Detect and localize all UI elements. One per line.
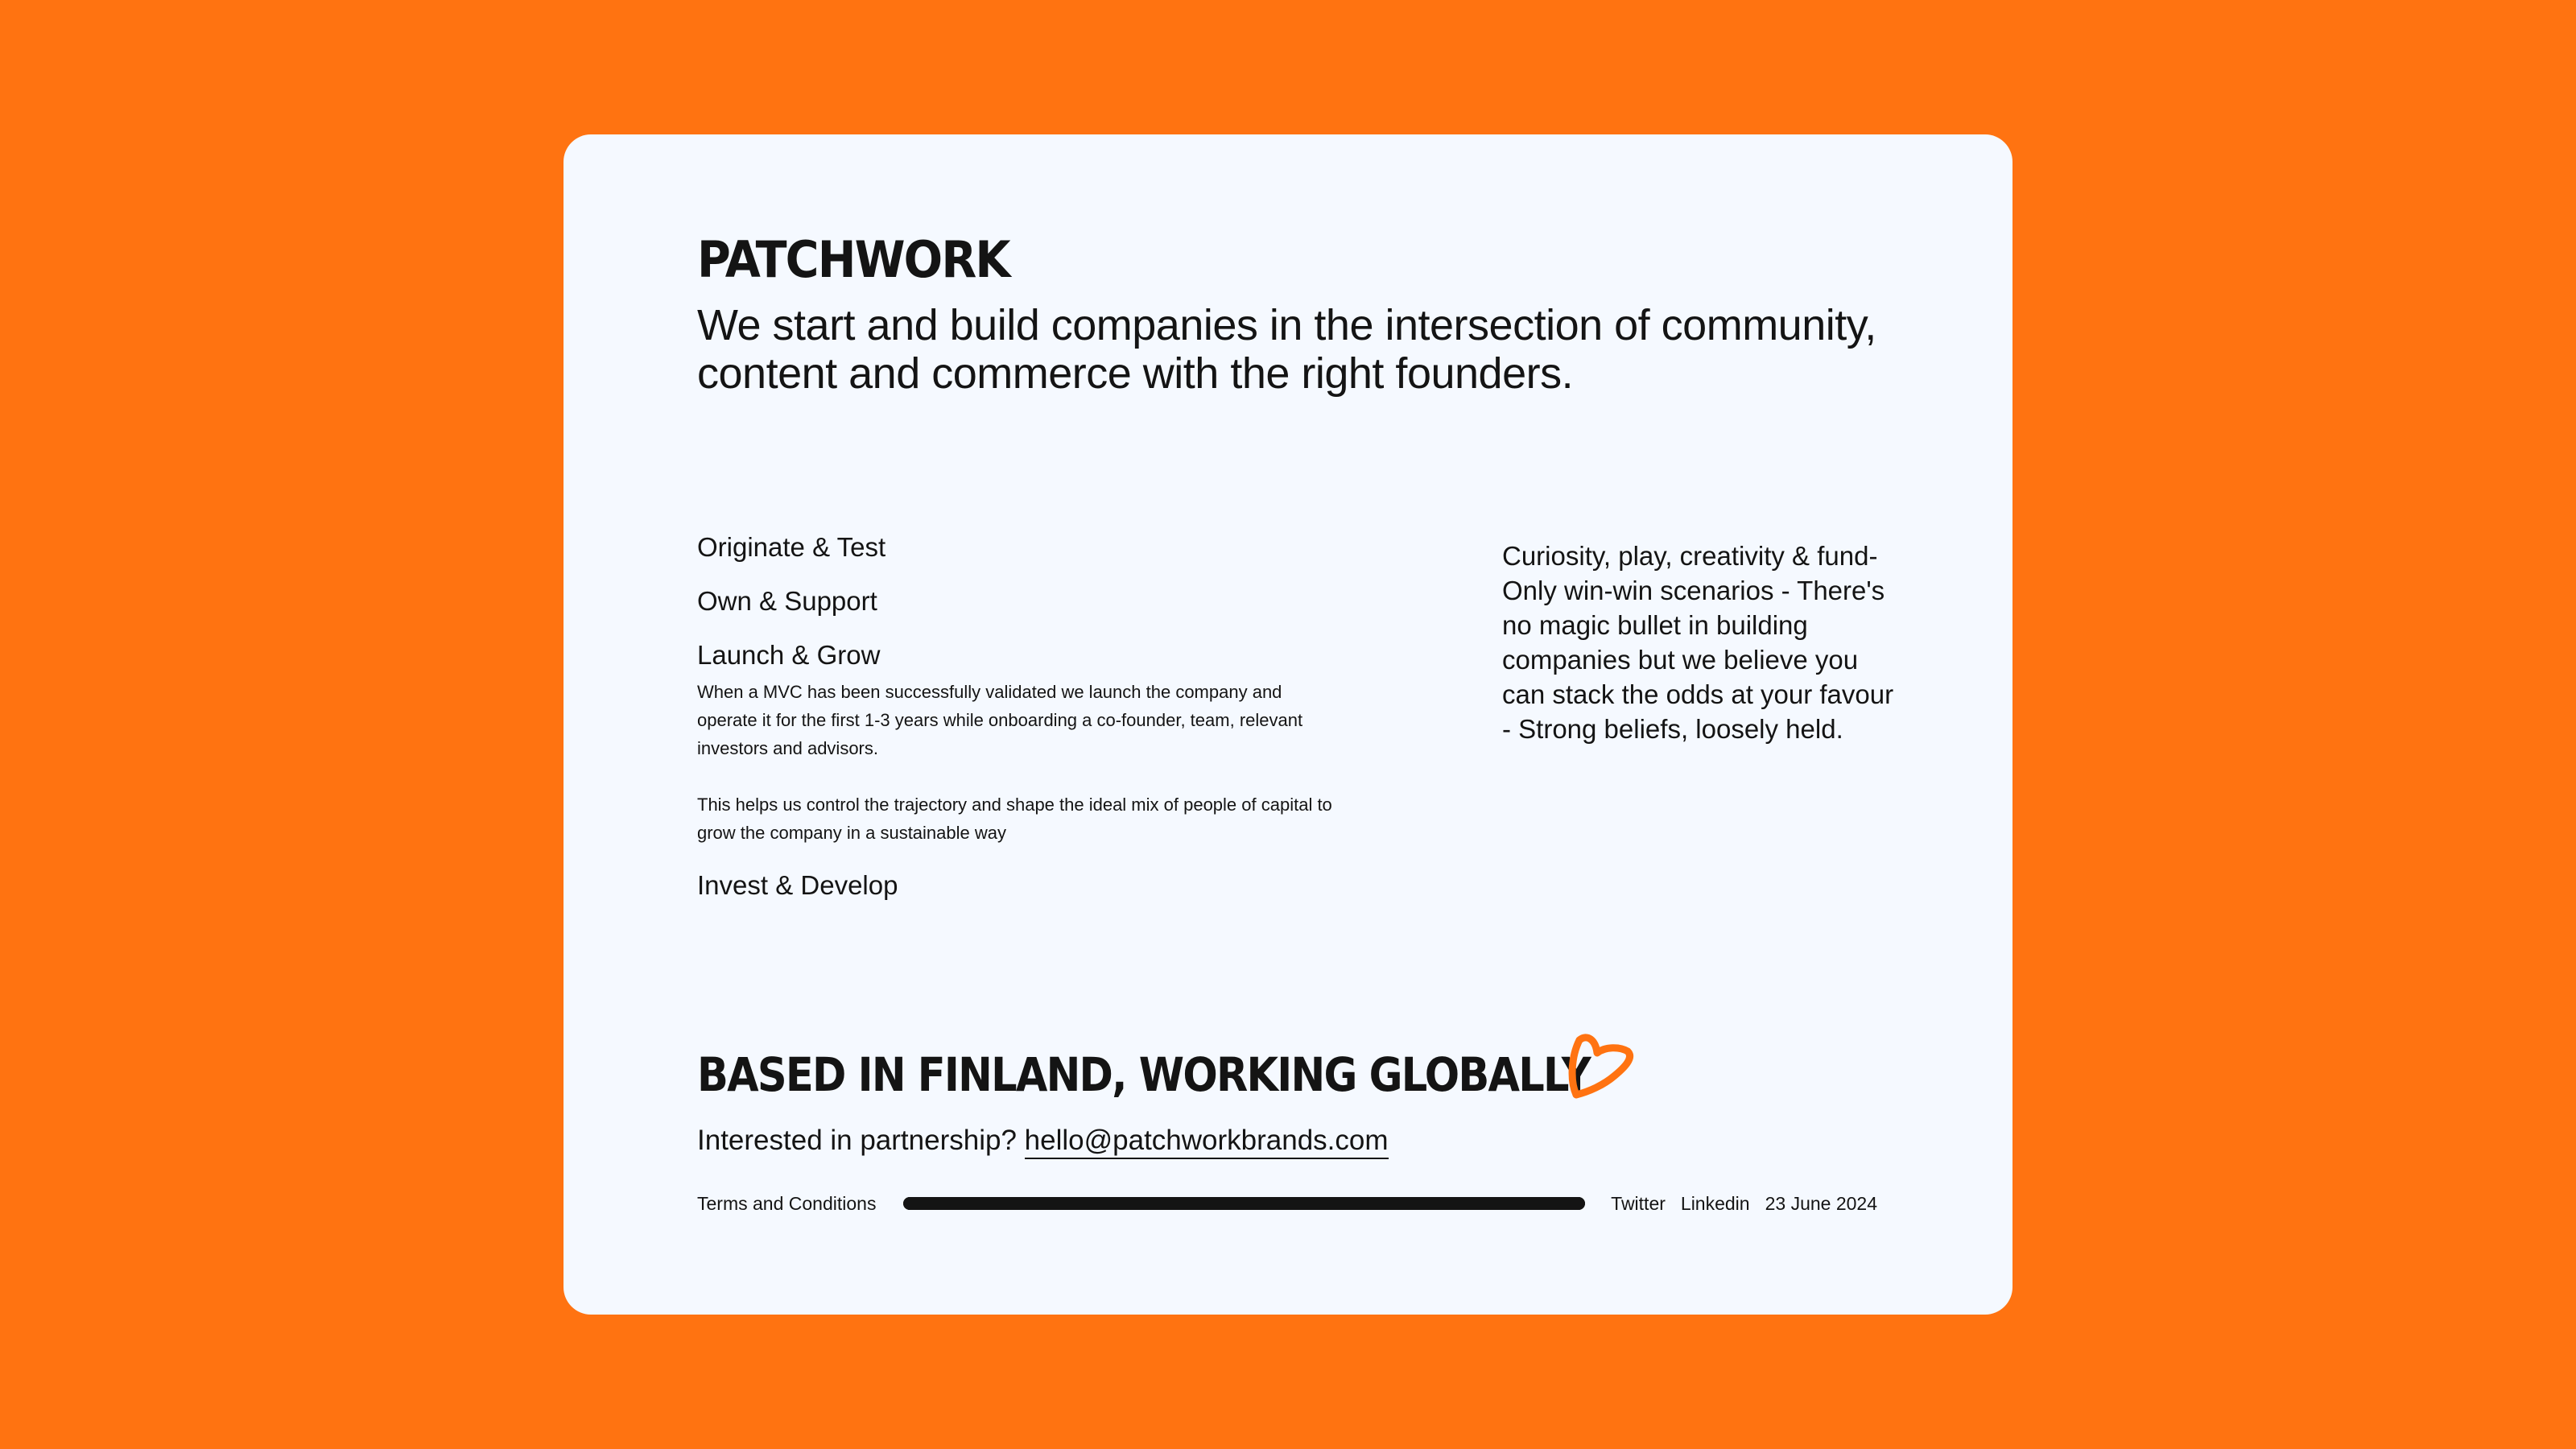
linkedin-link[interactable]: Linkedin: [1680, 1192, 1750, 1214]
heart-icon-path: [1572, 1038, 1630, 1095]
service-item-originate-test[interactable]: [697, 531, 1357, 564]
scroll-progress-bar: [903, 1197, 1585, 1210]
twitter-link[interactable]: Twitter: [1611, 1192, 1666, 1214]
service-item-own-support[interactable]: [697, 585, 1357, 617]
service-title: Invest & Develop: [697, 870, 898, 900]
heart-icon: [1565, 1030, 1637, 1103]
footer-date: 23 June 2024: [1765, 1192, 1877, 1214]
services-list: [697, 531, 1357, 923]
email-link[interactable]: hello@patchworkbrands.com: [1025, 1125, 1389, 1159]
values-statement: Curiosity, play, creativity & fund- Only win-win scenarios - There's no magic bullet in building companies but we believe you can stack the odds at your favour - Strong beliefs, loosely held.: [1502, 541, 1894, 744]
tagline: We start and build companies in the intersection of community, content and commerce with the right founders.: [697, 301, 1876, 398]
partnership-prompt: Interested in partnership?: [697, 1125, 1017, 1156]
service-title: Originate & Test: [697, 532, 886, 562]
terms-link[interactable]: Terms and Conditions: [697, 1192, 877, 1214]
scroll-progress-fill: [903, 1197, 1585, 1210]
service-title: Own & Support: [697, 586, 877, 616]
service-title: Launch & Grow: [697, 640, 881, 670]
location-headline: BASED IN FINLAND, WORKING GLOBALLY: [697, 1047, 1591, 1102]
service-item-launch-grow[interactable]: [697, 639, 1357, 847]
service-description: This helps us control the trajectory and shape the ideal mix of people of capital to grow the company in a sustainable way: [697, 795, 1332, 843]
partnership-contact: [697, 1123, 1389, 1158]
patchwork-logo[interactable]: PATCHWORK: [697, 230, 1009, 289]
service-item-invest-develop[interactable]: [697, 869, 1357, 902]
service-description: When a MVC has been successfully validated we launch the company and operate it for the first 1-3 years while onboarding a co-founder, team, relevant investors and advisors.: [697, 682, 1303, 758]
footer: [697, 1190, 1877, 1217]
